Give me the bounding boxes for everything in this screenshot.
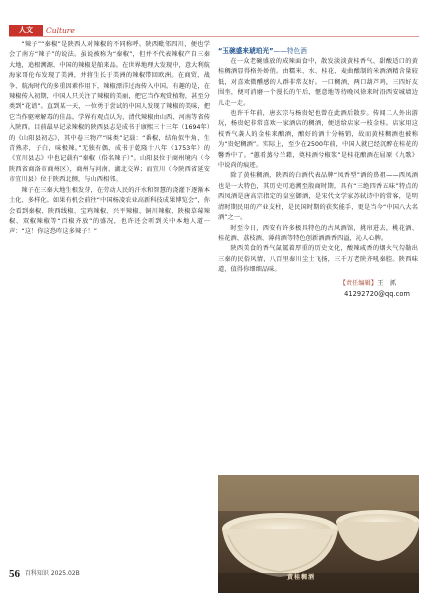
rice-wine-illustration [218, 475, 419, 593]
right-paragraph-3: 除了黄桂稠酒，陕西的白酒代表品牌“凤香型”酒的鼻祖——西凤酒也是一大特色，其历史可追溯至殷商时期，具有“三绝四香五味”特点的西凤酒是唐高宗指定的皇室御酒，是宋代文学家苏轼诗中的常客，是明清时期民用的产业支柱，是民国时期的获奖能手，更是当今“中国八大名酒”之一。 [218, 172, 418, 222]
page-footer [9, 568, 80, 580]
editor-label: 【责任编辑】 [339, 279, 378, 287]
section-tag: 人文 [9, 25, 43, 36]
left-paragraph-2: 辣子在三秦大地生根发芽，在劳动人民的汗水和智慧的浇灌下逐渐本土化、多样化。如果有机会前往“中国杨凌农业高新科技成果博览会”，你会看到秦椒、陕西线椒、宝鸡辣椒、兴平辣椒、铜川辣椒、陕椒草莓辣椒、双椒辣椒等“百椒齐放”的盛况，也许还会听到关中本地人道一声：“这！你这恐咋这多辣子！” [9, 186, 210, 236]
right-paragraph-2: 也许千年前，唐玄宗与杨贵妃也曾在此酒后散步。传闻二人外出游玩，杨贵妃非常喜欢一家酒店的稠酒，便送给店家一枝金桂。店家用这枝香气袭人的金桂来酿酒，酿好的酒十分畅销，故而黄桂稠酒也被称为“贵妃稠酒”。实际上，至少在2500年前，中国人就已经沉醉在桂花的馨香中了。“蕙肴蒸兮兰藉，奠桂酒兮椒浆”是桂花酿酒在屈原《九歌》中说尚的痕迹。 [218, 110, 418, 170]
editor-email: 41292720@qq.com [344, 289, 410, 298]
left-paragraph-1: “辣子”“秦椒”是陕西人对辣椒的不同称呼。陕西毗邻四川，便也学会了南方“辣子”的说法。虽说被称为“秦椒”，但并不代表辣椒产自三秦大地，追根溯源，中国的辣椒是舶来品。在世界地理大发现中，意大利航海家哥伦布发现了美洲，并将生长于美洲的辣椒带回欧洲。在商贸、战争、航海时代的多重因素作用下，辣椒漂洋过海传入中国。有趣的是，在辣椒传入初期，中国人只关注了辣椒的美丽，把它当作观赏植物，甚至分类到“花谱”。直到某一天，一位勇于尝试的中国人发现了辣椒的美味，把它当作驱寒解毒的佳品。学界有观点认为，清代辣椒由山西、河南等省传入陕西。目前最早记录辣椒的陕西县志是成书于康熙三十三年（1694年）的《山阳县初志》，其中卷三物产“味类”记载：“番椒，结角似牛角，生青熟赤，子白，味极辣。”无独有偶，成书于乾隆十八年（1753年）的《宜川县志》中也记载有“秦椒（俗名辣子）”。山阳县位于商州境内（今陕西省商洛市商州区），商州与河南、湖北交界；而宜川（今陕西省延安市宜川县）位于陕西北侧，与山西相邻。 [9, 41, 210, 184]
header-rule [9, 36, 419, 37]
right-paragraph-5: 陕西美食的香气氤氲着厚重的历史文化，酸辣咸香的烟火气勾勒出三秦的民俗风情，八百里秦川尘土飞扬，三千万老陕齐吼秦腔。陕西味道，值得你细细品味。 [218, 245, 418, 274]
photo-caption: 黄桂稠酒 [287, 574, 316, 581]
page-number: 56 [9, 568, 20, 580]
publication-label: 百科知识 2025.02B [24, 570, 80, 577]
right-paragraph-4: 时至今日，西安有许多极具特色的古风酒馆，挑帘进去，桃花酒、桂花酒、荔枝酒、薄荷酒等特色创新酒酒香四溢，沁人心脾。 [218, 224, 418, 242]
right-column [218, 46, 418, 299]
subhead-title: “玉碗盛来琥珀光” [218, 47, 274, 55]
rice-wine-photo [218, 475, 419, 593]
subhead-tail: ——特色酒 [273, 47, 307, 55]
editor-credit [218, 279, 418, 289]
right-paragraph-1: 在一众老碗盛放的成辣面食中，散发淡淡黄桂香气、甜酸适口的黄桂稠酒显得格外娇俏。由糯米、水、桂花、麦曲酿制的米酒酒精含量较低，对喜欢微醺感的人群非常友好。一口稠酒，两口葫芦鸡，三四好友围坐，便可消磨一个漫长的午后，惬意地等待晚风徐来时沿西安城墙边儿走一走。 [218, 58, 418, 107]
editor-name: 王 抓 [377, 279, 396, 287]
left-column [9, 40, 210, 238]
section-english-label: Culture [46, 26, 75, 35]
section-subhead [218, 46, 418, 57]
